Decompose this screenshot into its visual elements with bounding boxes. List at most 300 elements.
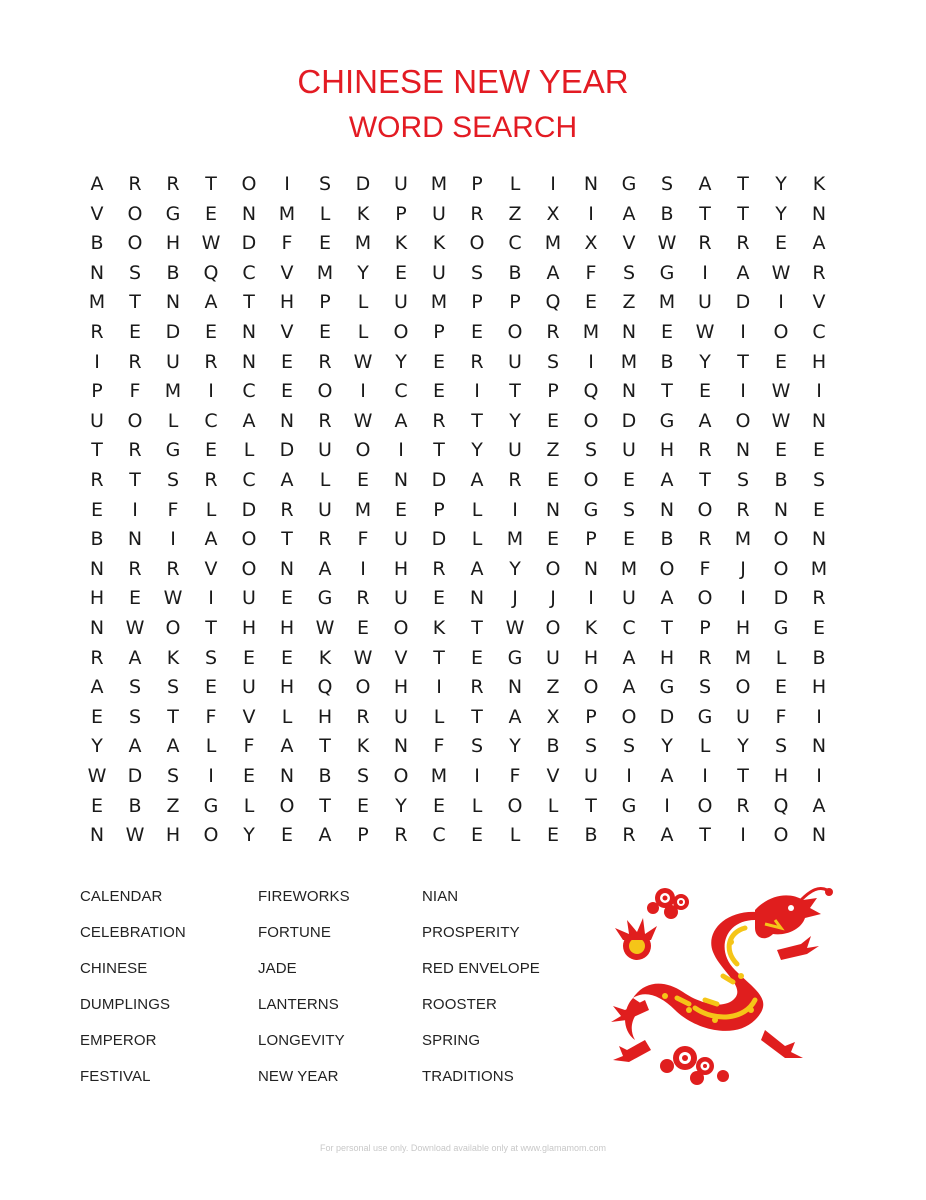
grid-letter[interactable]: P (395, 202, 407, 225)
grid-letter[interactable]: K (318, 646, 332, 669)
grid-letter[interactable]: A (128, 735, 142, 758)
grid-letter[interactable]: E (280, 646, 293, 669)
grid-letter[interactable]: T (281, 528, 293, 551)
grid-letter[interactable]: M (354, 498, 372, 521)
grid-letter[interactable]: W (505, 617, 525, 639)
grid-letter[interactable]: H (811, 350, 827, 373)
grid-letter[interactable]: M (430, 765, 448, 787)
grid-letter[interactable]: S (470, 735, 484, 758)
grid-letter[interactable]: D (165, 321, 181, 343)
grid-letter[interactable]: L (699, 735, 711, 758)
grid-letter[interactable]: S (470, 261, 484, 284)
grid-letter[interactable]: D (735, 291, 751, 314)
grid-letter[interactable]: T (471, 617, 483, 639)
grid-letter[interactable]: H (583, 646, 599, 669)
grid-letter[interactable]: U (166, 350, 180, 373)
grid-letter[interactable]: L (319, 202, 331, 225)
grid-letter[interactable]: M (506, 528, 524, 551)
grid-letter[interactable]: G (773, 617, 789, 639)
grid-letter[interactable]: A (470, 469, 484, 491)
grid-letter[interactable]: T (471, 409, 483, 432)
grid-letter[interactable]: U (736, 705, 750, 728)
grid-letter[interactable]: I (740, 321, 746, 343)
grid-letter[interactable]: P (433, 498, 445, 521)
grid-letter[interactable]: A (318, 557, 332, 580)
grid-letter[interactable]: R (432, 409, 446, 432)
grid-letter[interactable]: O (127, 202, 143, 225)
grid-letter[interactable]: O (583, 469, 599, 491)
grid-letter[interactable]: I (816, 380, 822, 403)
grid-letter[interactable]: Y (775, 202, 787, 225)
grid-letter[interactable]: R (204, 469, 218, 491)
grid-letter[interactable]: Y (509, 557, 521, 580)
grid-letter[interactable]: I (816, 765, 822, 787)
grid-letter[interactable]: V (812, 291, 826, 314)
grid-letter[interactable]: I (474, 380, 480, 403)
grid-letter[interactable]: Y (471, 439, 483, 462)
grid-letter[interactable]: O (507, 794, 523, 817)
grid-letter[interactable]: O (773, 824, 789, 847)
grid-letter[interactable]: I (360, 380, 366, 403)
grid-letter[interactable]: A (546, 261, 560, 284)
grid-letter[interactable]: R (698, 646, 712, 669)
grid-letter[interactable]: T (737, 350, 749, 373)
grid-letter[interactable]: R (736, 232, 750, 255)
grid-letter[interactable]: T (737, 202, 749, 225)
grid-letter[interactable]: R (128, 173, 142, 195)
grid-letter[interactable]: J (740, 557, 746, 580)
grid-letter[interactable]: E (204, 321, 217, 343)
grid-letter[interactable]: N (811, 735, 827, 758)
grid-letter[interactable]: U (394, 291, 408, 314)
grid-letter[interactable]: L (357, 321, 369, 343)
grid-letter[interactable]: E (774, 232, 787, 255)
grid-letter[interactable]: D (127, 765, 143, 787)
grid-letter[interactable]: E (356, 617, 369, 639)
grid-letter[interactable]: I (94, 350, 100, 373)
grid-letter[interactable]: P (471, 291, 483, 314)
grid-letter[interactable]: B (128, 794, 142, 817)
grid-letter[interactable]: V (622, 232, 636, 255)
grid-letter[interactable]: O (241, 173, 257, 195)
grid-letter[interactable]: E (432, 350, 445, 373)
grid-letter[interactable]: S (356, 765, 370, 787)
grid-letter[interactable]: W (125, 617, 145, 639)
grid-letter[interactable]: E (546, 824, 559, 847)
grid-letter[interactable]: M (582, 321, 600, 343)
grid-letter[interactable]: D (431, 528, 447, 551)
grid-letter[interactable]: E (318, 232, 331, 255)
grid-letter[interactable]: H (811, 676, 827, 699)
grid-letter[interactable]: S (622, 735, 636, 758)
grid-letter[interactable]: C (812, 321, 826, 343)
grid-letter[interactable]: V (280, 261, 294, 284)
grid-letter[interactable]: N (469, 587, 485, 610)
grid-letter[interactable]: O (317, 380, 333, 403)
grid-letter[interactable]: A (280, 469, 294, 491)
grid-letter[interactable]: W (771, 380, 791, 403)
grid-letter[interactable]: M (164, 380, 182, 403)
grid-letter[interactable]: L (243, 794, 255, 817)
grid-letter[interactable]: P (585, 528, 597, 551)
grid-letter[interactable]: A (128, 646, 142, 669)
grid-letter[interactable]: G (317, 587, 333, 610)
grid-letter[interactable]: Y (395, 794, 407, 817)
grid-letter[interactable]: A (622, 676, 636, 699)
grid-letter[interactable]: U (318, 439, 332, 462)
grid-letter[interactable]: R (128, 350, 142, 373)
grid-letter[interactable]: R (736, 794, 750, 817)
grid-letter[interactable]: Z (546, 439, 560, 462)
grid-letter[interactable]: O (355, 439, 371, 462)
grid-letter[interactable]: P (433, 321, 445, 343)
grid-letter[interactable]: B (166, 261, 180, 284)
grid-letter[interactable]: B (584, 824, 598, 847)
grid-letter[interactable]: Y (395, 350, 407, 373)
grid-letter[interactable]: O (773, 557, 789, 580)
grid-letter[interactable]: L (357, 291, 369, 314)
grid-letter[interactable]: E (622, 528, 635, 551)
grid-letter[interactable]: I (702, 765, 708, 787)
grid-letter[interactable]: R (546, 321, 560, 343)
grid-letter[interactable]: E (356, 794, 369, 817)
grid-letter[interactable]: L (205, 735, 217, 758)
grid-letter[interactable]: E (470, 824, 483, 847)
grid-letter[interactable]: I (360, 557, 366, 580)
grid-letter[interactable]: I (550, 173, 556, 195)
grid-letter[interactable]: N (811, 528, 827, 551)
letter-grid[interactable] (78, 170, 848, 850)
grid-letter[interactable]: Y (737, 735, 749, 758)
grid-letter[interactable]: W (125, 824, 145, 847)
grid-letter[interactable]: N (393, 469, 409, 491)
grid-letter[interactable]: T (585, 794, 597, 817)
grid-letter[interactable]: S (812, 469, 826, 491)
grid-letter[interactable]: R (166, 173, 180, 195)
grid-letter[interactable]: N (811, 824, 827, 847)
grid-letter[interactable]: O (241, 557, 257, 580)
grid-letter[interactable]: D (621, 409, 637, 432)
grid-letter[interactable]: R (166, 557, 180, 580)
grid-letter[interactable]: V (280, 321, 294, 343)
grid-letter[interactable]: U (546, 646, 560, 669)
grid-letter[interactable]: E (622, 469, 635, 491)
grid-letter[interactable]: O (697, 794, 713, 817)
grid-letter[interactable]: B (660, 350, 674, 373)
grid-letter[interactable]: I (588, 202, 594, 225)
grid-letter[interactable]: K (166, 646, 180, 669)
grid-letter[interactable]: X (584, 232, 598, 255)
grid-letter[interactable]: R (736, 498, 750, 521)
grid-letter[interactable]: R (812, 587, 826, 610)
grid-letter[interactable]: I (588, 350, 594, 373)
grid-letter[interactable]: I (664, 794, 670, 817)
grid-letter[interactable]: S (318, 173, 332, 195)
grid-letter[interactable]: N (583, 557, 599, 580)
grid-letter[interactable]: E (812, 439, 825, 462)
grid-letter[interactable]: C (242, 380, 256, 403)
grid-letter[interactable]: D (241, 498, 257, 521)
grid-letter[interactable]: E (90, 705, 103, 728)
grid-letter[interactable]: I (702, 261, 708, 284)
grid-letter[interactable]: F (205, 705, 217, 728)
grid-letter[interactable]: N (89, 824, 105, 847)
grid-letter[interactable]: N (735, 439, 751, 462)
grid-letter[interactable]: O (697, 587, 713, 610)
grid-letter[interactable]: U (622, 439, 636, 462)
grid-letter[interactable]: G (621, 173, 637, 195)
grid-letter[interactable]: A (698, 173, 712, 195)
grid-letter[interactable]: N (583, 173, 599, 195)
grid-letter[interactable]: S (622, 261, 636, 284)
grid-letter[interactable]: H (659, 646, 675, 669)
grid-letter[interactable]: W (353, 350, 373, 373)
grid-letter[interactable]: H (165, 232, 181, 255)
grid-letter[interactable]: I (740, 824, 746, 847)
grid-letter[interactable]: I (208, 587, 214, 610)
grid-letter[interactable]: N (89, 617, 105, 639)
grid-letter[interactable]: N (279, 765, 295, 787)
grid-letter[interactable]: L (509, 173, 521, 195)
grid-letter[interactable]: K (584, 617, 598, 639)
grid-letter[interactable]: N (241, 202, 257, 225)
grid-letter[interactable]: I (740, 380, 746, 403)
grid-letter[interactable]: R (812, 261, 826, 284)
grid-letter[interactable]: A (204, 291, 218, 314)
grid-letter[interactable]: E (394, 261, 407, 284)
grid-letter[interactable]: R (470, 350, 484, 373)
grid-letter[interactable]: H (241, 617, 257, 639)
grid-letter[interactable]: R (90, 321, 104, 343)
grid-letter[interactable]: O (583, 676, 599, 699)
grid-letter[interactable]: T (509, 380, 521, 403)
grid-letter[interactable]: H (393, 676, 409, 699)
grid-letter[interactable]: N (621, 380, 637, 403)
grid-letter[interactable]: E (318, 321, 331, 343)
grid-letter[interactable]: U (394, 587, 408, 610)
grid-letter[interactable]: A (660, 469, 674, 491)
grid-letter[interactable]: L (471, 794, 483, 817)
grid-letter[interactable]: N (811, 409, 827, 432)
grid-letter[interactable]: L (319, 469, 331, 491)
grid-letter[interactable]: E (90, 498, 103, 521)
grid-letter[interactable]: R (622, 824, 636, 847)
grid-letter[interactable]: S (774, 735, 788, 758)
grid-letter[interactable]: I (208, 380, 214, 403)
grid-letter[interactable]: E (546, 469, 559, 491)
grid-letter[interactable]: M (620, 350, 638, 373)
grid-letter[interactable]: A (204, 528, 218, 551)
grid-letter[interactable]: S (660, 173, 674, 195)
grid-letter[interactable]: A (698, 409, 712, 432)
grid-letter[interactable]: W (695, 321, 715, 343)
grid-letter[interactable]: H (279, 617, 295, 639)
grid-letter[interactable]: D (279, 439, 295, 462)
grid-letter[interactable]: M (354, 232, 372, 255)
grid-letter[interactable]: F (281, 232, 293, 255)
grid-letter[interactable]: M (658, 291, 676, 314)
grid-letter[interactable]: M (430, 173, 448, 195)
grid-letter[interactable]: O (583, 409, 599, 432)
grid-letter[interactable]: H (659, 439, 675, 462)
grid-letter[interactable]: A (470, 557, 484, 580)
grid-letter[interactable]: E (812, 617, 825, 639)
grid-letter[interactable]: T (433, 439, 445, 462)
grid-letter[interactable]: A (812, 794, 826, 817)
grid-letter[interactable]: F (357, 528, 369, 551)
grid-letter[interactable]: Y (91, 735, 103, 758)
grid-letter[interactable]: Z (622, 291, 636, 314)
grid-letter[interactable]: O (773, 321, 789, 343)
grid-letter[interactable]: B (546, 735, 560, 758)
grid-letter[interactable]: C (508, 232, 522, 255)
grid-letter[interactable]: E (128, 587, 141, 610)
grid-letter[interactable]: A (90, 173, 104, 195)
grid-letter[interactable]: N (621, 321, 637, 343)
grid-letter[interactable]: G (621, 794, 637, 817)
grid-letter[interactable]: I (398, 439, 404, 462)
grid-letter[interactable]: K (432, 232, 446, 255)
grid-letter[interactable]: M (620, 557, 638, 580)
grid-letter[interactable]: Y (699, 350, 711, 373)
grid-letter[interactable]: K (812, 173, 826, 195)
grid-letter[interactable]: E (584, 291, 597, 314)
grid-letter[interactable]: M (316, 261, 334, 284)
grid-letter[interactable]: T (319, 794, 331, 817)
grid-letter[interactable]: E (280, 350, 293, 373)
grid-letter[interactable]: C (394, 380, 408, 403)
grid-letter[interactable]: L (509, 824, 521, 847)
grid-letter[interactable]: W (87, 765, 107, 787)
grid-letter[interactable]: M (544, 232, 562, 255)
grid-letter[interactable]: U (508, 350, 522, 373)
grid-letter[interactable]: B (660, 202, 674, 225)
grid-letter[interactable]: I (588, 587, 594, 610)
grid-letter[interactable]: U (242, 587, 256, 610)
grid-letter[interactable]: G (165, 202, 181, 225)
grid-letter[interactable]: N (659, 498, 675, 521)
grid-letter[interactable]: E (774, 350, 787, 373)
grid-letter[interactable]: X (546, 705, 560, 728)
grid-letter[interactable]: F (167, 498, 179, 521)
grid-letter[interactable]: U (432, 261, 446, 284)
grid-letter[interactable]: T (699, 202, 711, 225)
grid-letter[interactable]: E (470, 321, 483, 343)
grid-letter[interactable]: S (166, 676, 180, 699)
grid-letter[interactable]: E (660, 321, 673, 343)
grid-letter[interactable]: N (89, 261, 105, 284)
grid-letter[interactable]: G (659, 261, 675, 284)
grid-letter[interactable]: L (471, 498, 483, 521)
grid-letter[interactable]: D (241, 232, 257, 255)
grid-letter[interactable]: P (91, 380, 103, 403)
grid-letter[interactable]: S (622, 498, 636, 521)
grid-letter[interactable]: E (432, 380, 445, 403)
grid-letter[interactable]: Z (508, 202, 522, 225)
grid-letter[interactable]: F (585, 261, 597, 284)
grid-letter[interactable]: W (163, 587, 183, 610)
grid-letter[interactable]: N (507, 676, 523, 699)
grid-letter[interactable]: T (243, 291, 255, 314)
grid-letter[interactable]: R (470, 202, 484, 225)
grid-letter[interactable]: O (393, 617, 409, 639)
grid-letter[interactable]: Z (166, 794, 180, 817)
grid-letter[interactable]: E (812, 498, 825, 521)
grid-letter[interactable]: W (353, 409, 373, 432)
grid-letter[interactable]: P (509, 291, 521, 314)
grid-letter[interactable]: A (508, 705, 522, 728)
grid-letter[interactable]: O (735, 409, 751, 432)
grid-letter[interactable]: H (393, 557, 409, 580)
grid-letter[interactable]: G (583, 498, 599, 521)
grid-letter[interactable]: R (318, 528, 332, 551)
grid-letter[interactable]: B (318, 765, 332, 787)
grid-letter[interactable]: N (279, 409, 295, 432)
grid-letter[interactable]: N (165, 291, 181, 314)
grid-letter[interactable]: O (621, 705, 637, 728)
grid-letter[interactable]: R (508, 469, 522, 491)
grid-letter[interactable]: O (545, 617, 561, 639)
grid-letter[interactable]: S (166, 469, 180, 491)
grid-letter[interactable]: D (773, 587, 789, 610)
grid-letter[interactable]: S (698, 676, 712, 699)
grid-letter[interactable]: K (394, 232, 408, 255)
grid-letter[interactable]: C (242, 261, 256, 284)
grid-letter[interactable]: V (204, 557, 218, 580)
grid-letter[interactable]: A (622, 646, 636, 669)
grid-letter[interactable]: N (811, 202, 827, 225)
grid-letter[interactable]: B (90, 528, 104, 551)
grid-letter[interactable]: R (698, 439, 712, 462)
grid-letter[interactable]: E (394, 498, 407, 521)
grid-letter[interactable]: Y (243, 824, 255, 847)
grid-letter[interactable]: W (657, 232, 677, 255)
grid-letter[interactable]: T (205, 617, 217, 639)
grid-letter[interactable]: F (433, 735, 445, 758)
grid-letter[interactable]: R (90, 646, 104, 669)
grid-letter[interactable]: E (204, 676, 217, 699)
grid-letter[interactable]: O (279, 794, 295, 817)
grid-letter[interactable]: W (771, 409, 791, 432)
grid-letter[interactable]: I (474, 765, 480, 787)
grid-letter[interactable]: R (356, 587, 370, 610)
grid-letter[interactable]: C (432, 824, 446, 847)
grid-letter[interactable]: U (242, 676, 256, 699)
grid-letter[interactable]: T (433, 646, 445, 669)
grid-letter[interactable]: R (432, 557, 446, 580)
grid-letter[interactable]: T (661, 380, 673, 403)
grid-letter[interactable]: I (626, 765, 632, 787)
grid-letter[interactable]: G (165, 439, 181, 462)
grid-letter[interactable]: T (129, 469, 141, 491)
grid-letter[interactable]: B (660, 528, 674, 551)
grid-letter[interactable]: H (735, 617, 751, 639)
grid-letter[interactable]: U (622, 587, 636, 610)
grid-letter[interactable]: G (507, 646, 523, 669)
grid-letter[interactable]: E (774, 439, 787, 462)
grid-letter[interactable]: E (280, 380, 293, 403)
grid-letter[interactable]: A (90, 676, 104, 699)
grid-letter[interactable]: A (280, 735, 294, 758)
grid-letter[interactable]: A (242, 409, 256, 432)
grid-letter[interactable]: O (659, 557, 675, 580)
grid-letter[interactable]: I (132, 498, 138, 521)
grid-letter[interactable]: Q (317, 676, 333, 699)
grid-letter[interactable]: R (394, 824, 408, 847)
grid-letter[interactable]: N (545, 498, 561, 521)
grid-letter[interactable]: O (393, 321, 409, 343)
grid-letter[interactable]: O (545, 557, 561, 580)
